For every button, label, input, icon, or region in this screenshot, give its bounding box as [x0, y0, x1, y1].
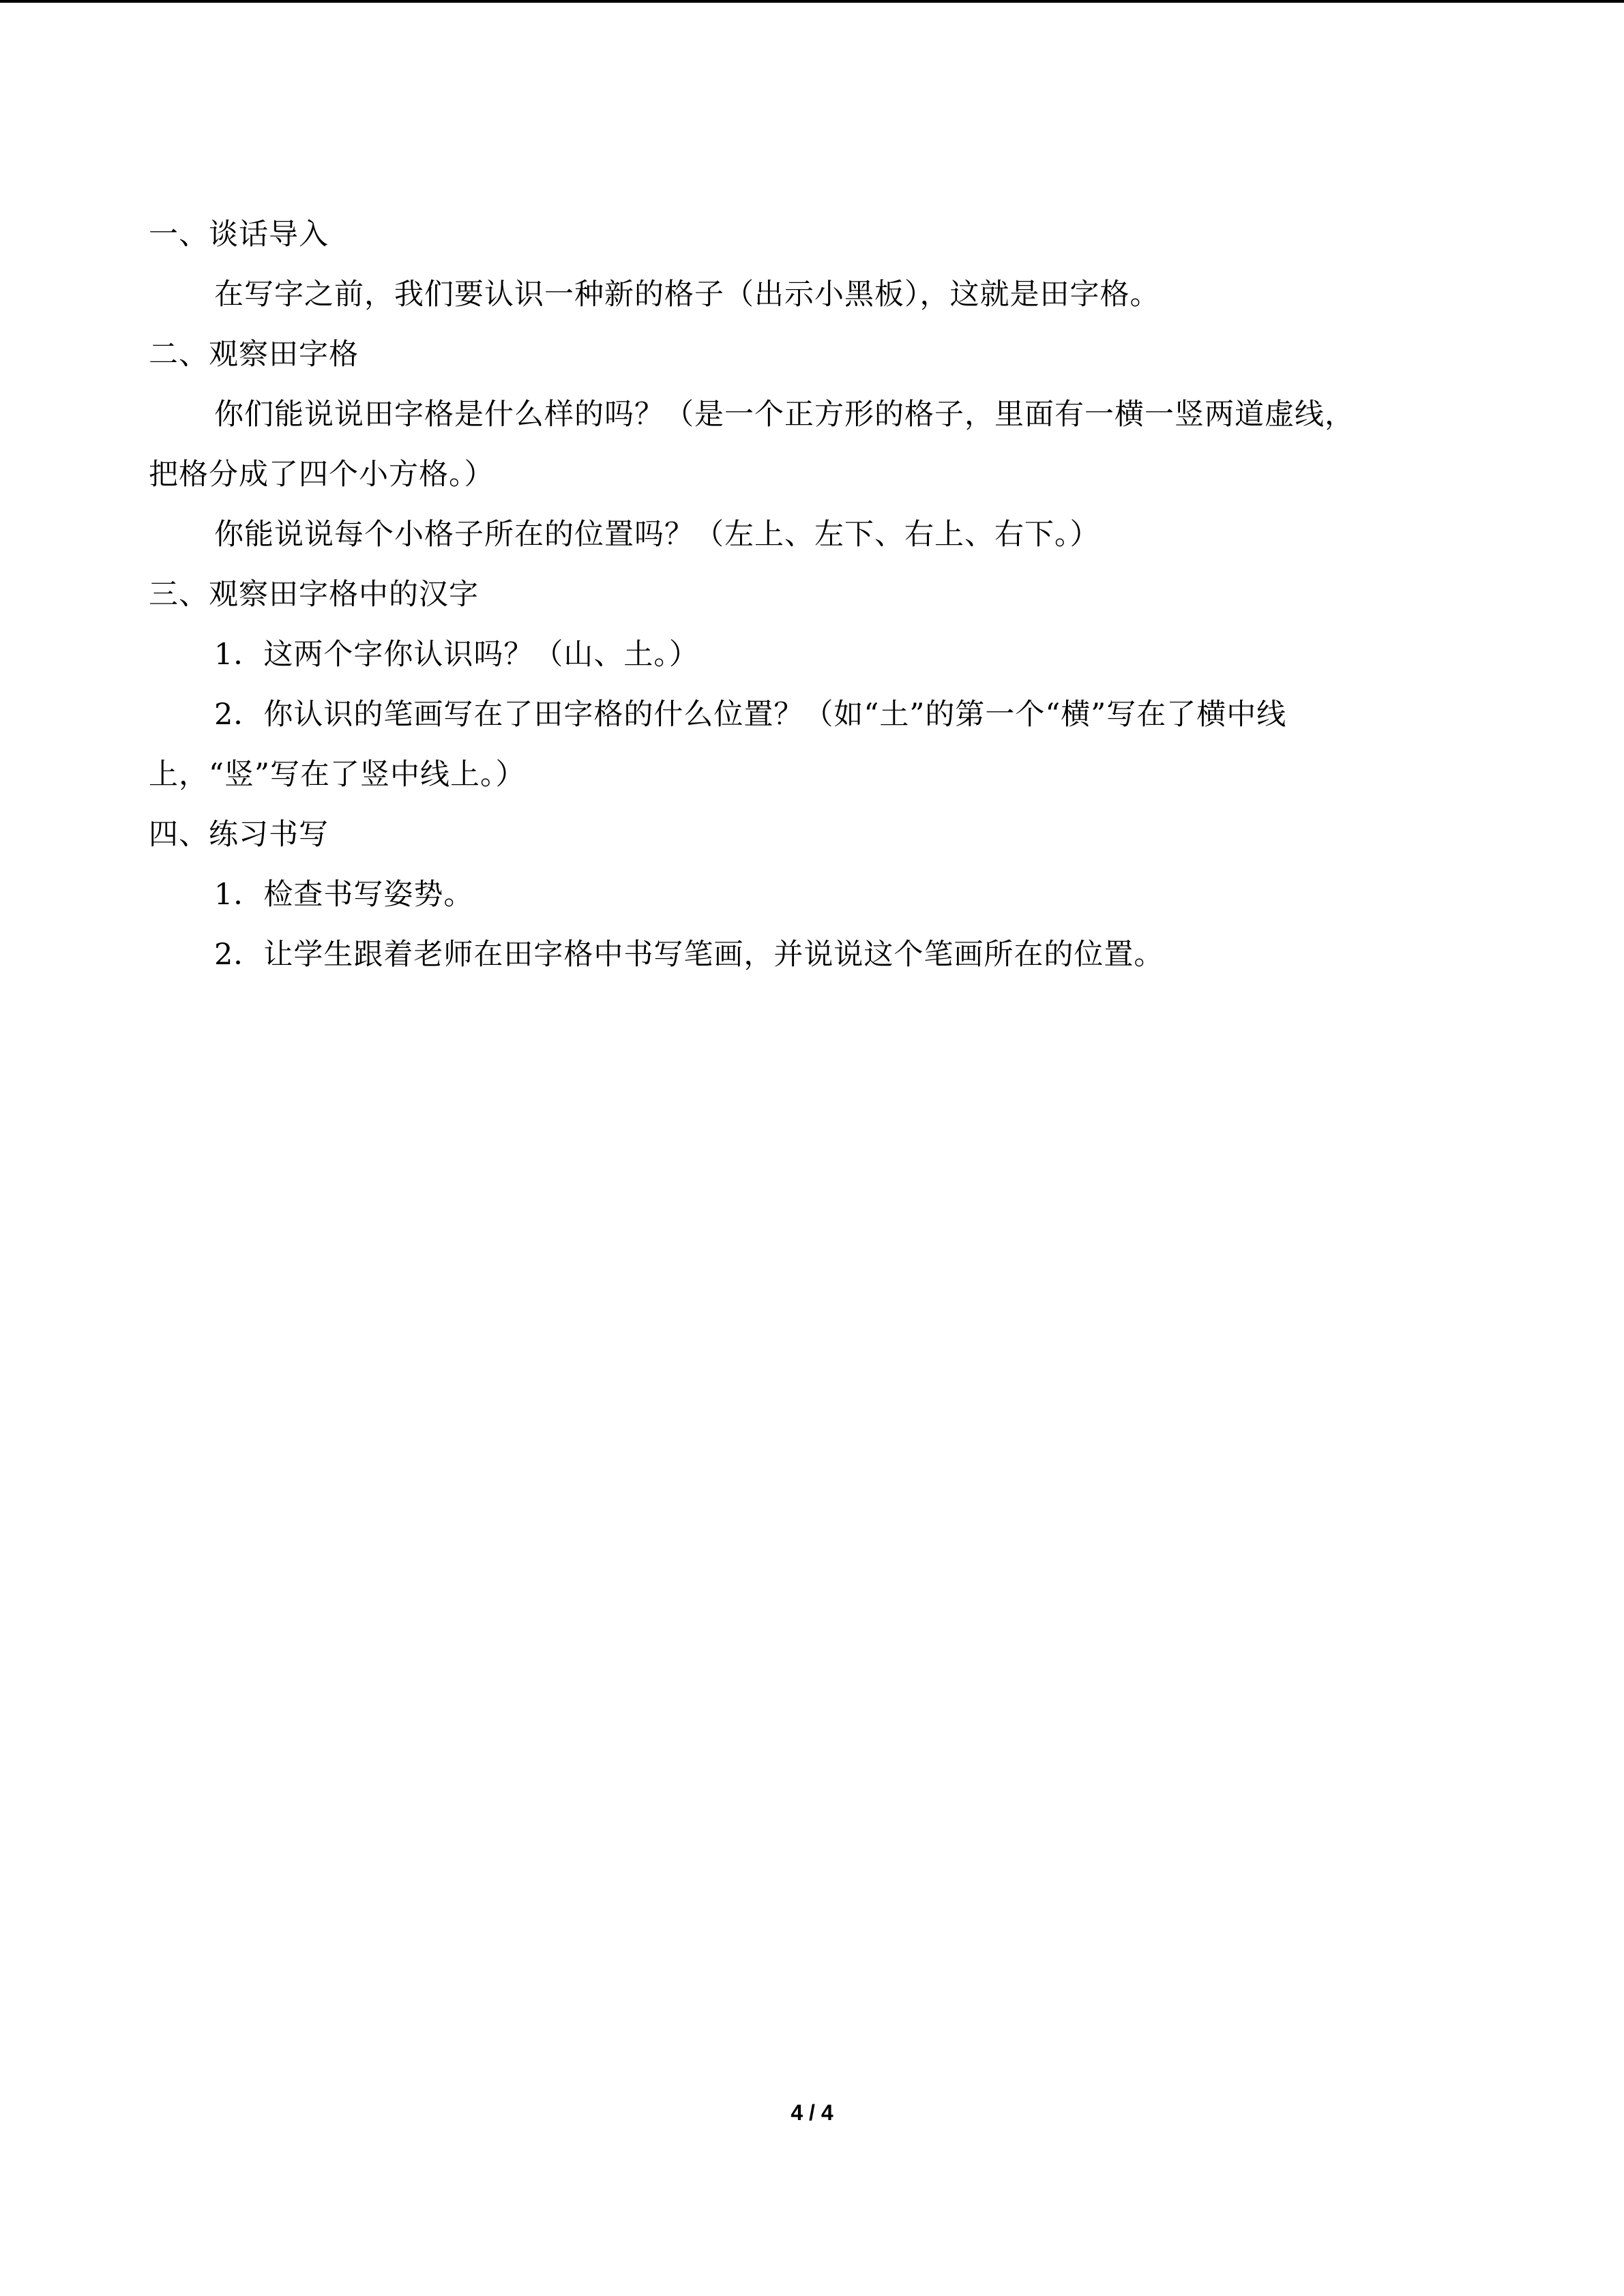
- paragraph-line: 你能说说每个小格子所在的位置吗？（左上、左下、右上、右下。）: [214, 518, 1100, 552]
- paragraph-line: 把格分成了四个小方格。）: [149, 458, 494, 492]
- paragraph-line: 2．你认识的笔画写在了田字格的什么位置？（如“土”的第一个“横”写在了横中线: [214, 698, 1287, 732]
- paragraph-line: 1．这两个字你认识吗？（山、土。）: [214, 638, 699, 672]
- section-heading: 一、谈话导入: [149, 218, 329, 252]
- document-body: [149, 205, 1445, 985]
- section-heading: 二、观察田字格: [149, 338, 359, 372]
- page-number: 4 / 4: [791, 2100, 833, 2125]
- paragraph-line: 2．让学生跟着老师在田字格中书写笔画，并说说这个笔画所在的位置。: [214, 938, 1164, 972]
- paragraph-line: 上，“竖”写在了竖中线上。）: [149, 758, 526, 792]
- page-top-border: [0, 0, 1624, 3]
- paragraph-line: 1．检查书写姿势。: [214, 878, 474, 912]
- section-heading: 四、练习书写: [149, 818, 329, 852]
- paragraph-line: 你们能说说田字格是什么样的吗？（是一个正方形的格子，里面有一横一竖两道虚线，: [214, 398, 1355, 432]
- section-heading: 三、观察田字格中的汉字: [149, 578, 479, 612]
- paragraph-line: 在写字之前，我们要认识一种新的格子（出示小黑板），这就是田字格。: [214, 278, 1160, 312]
